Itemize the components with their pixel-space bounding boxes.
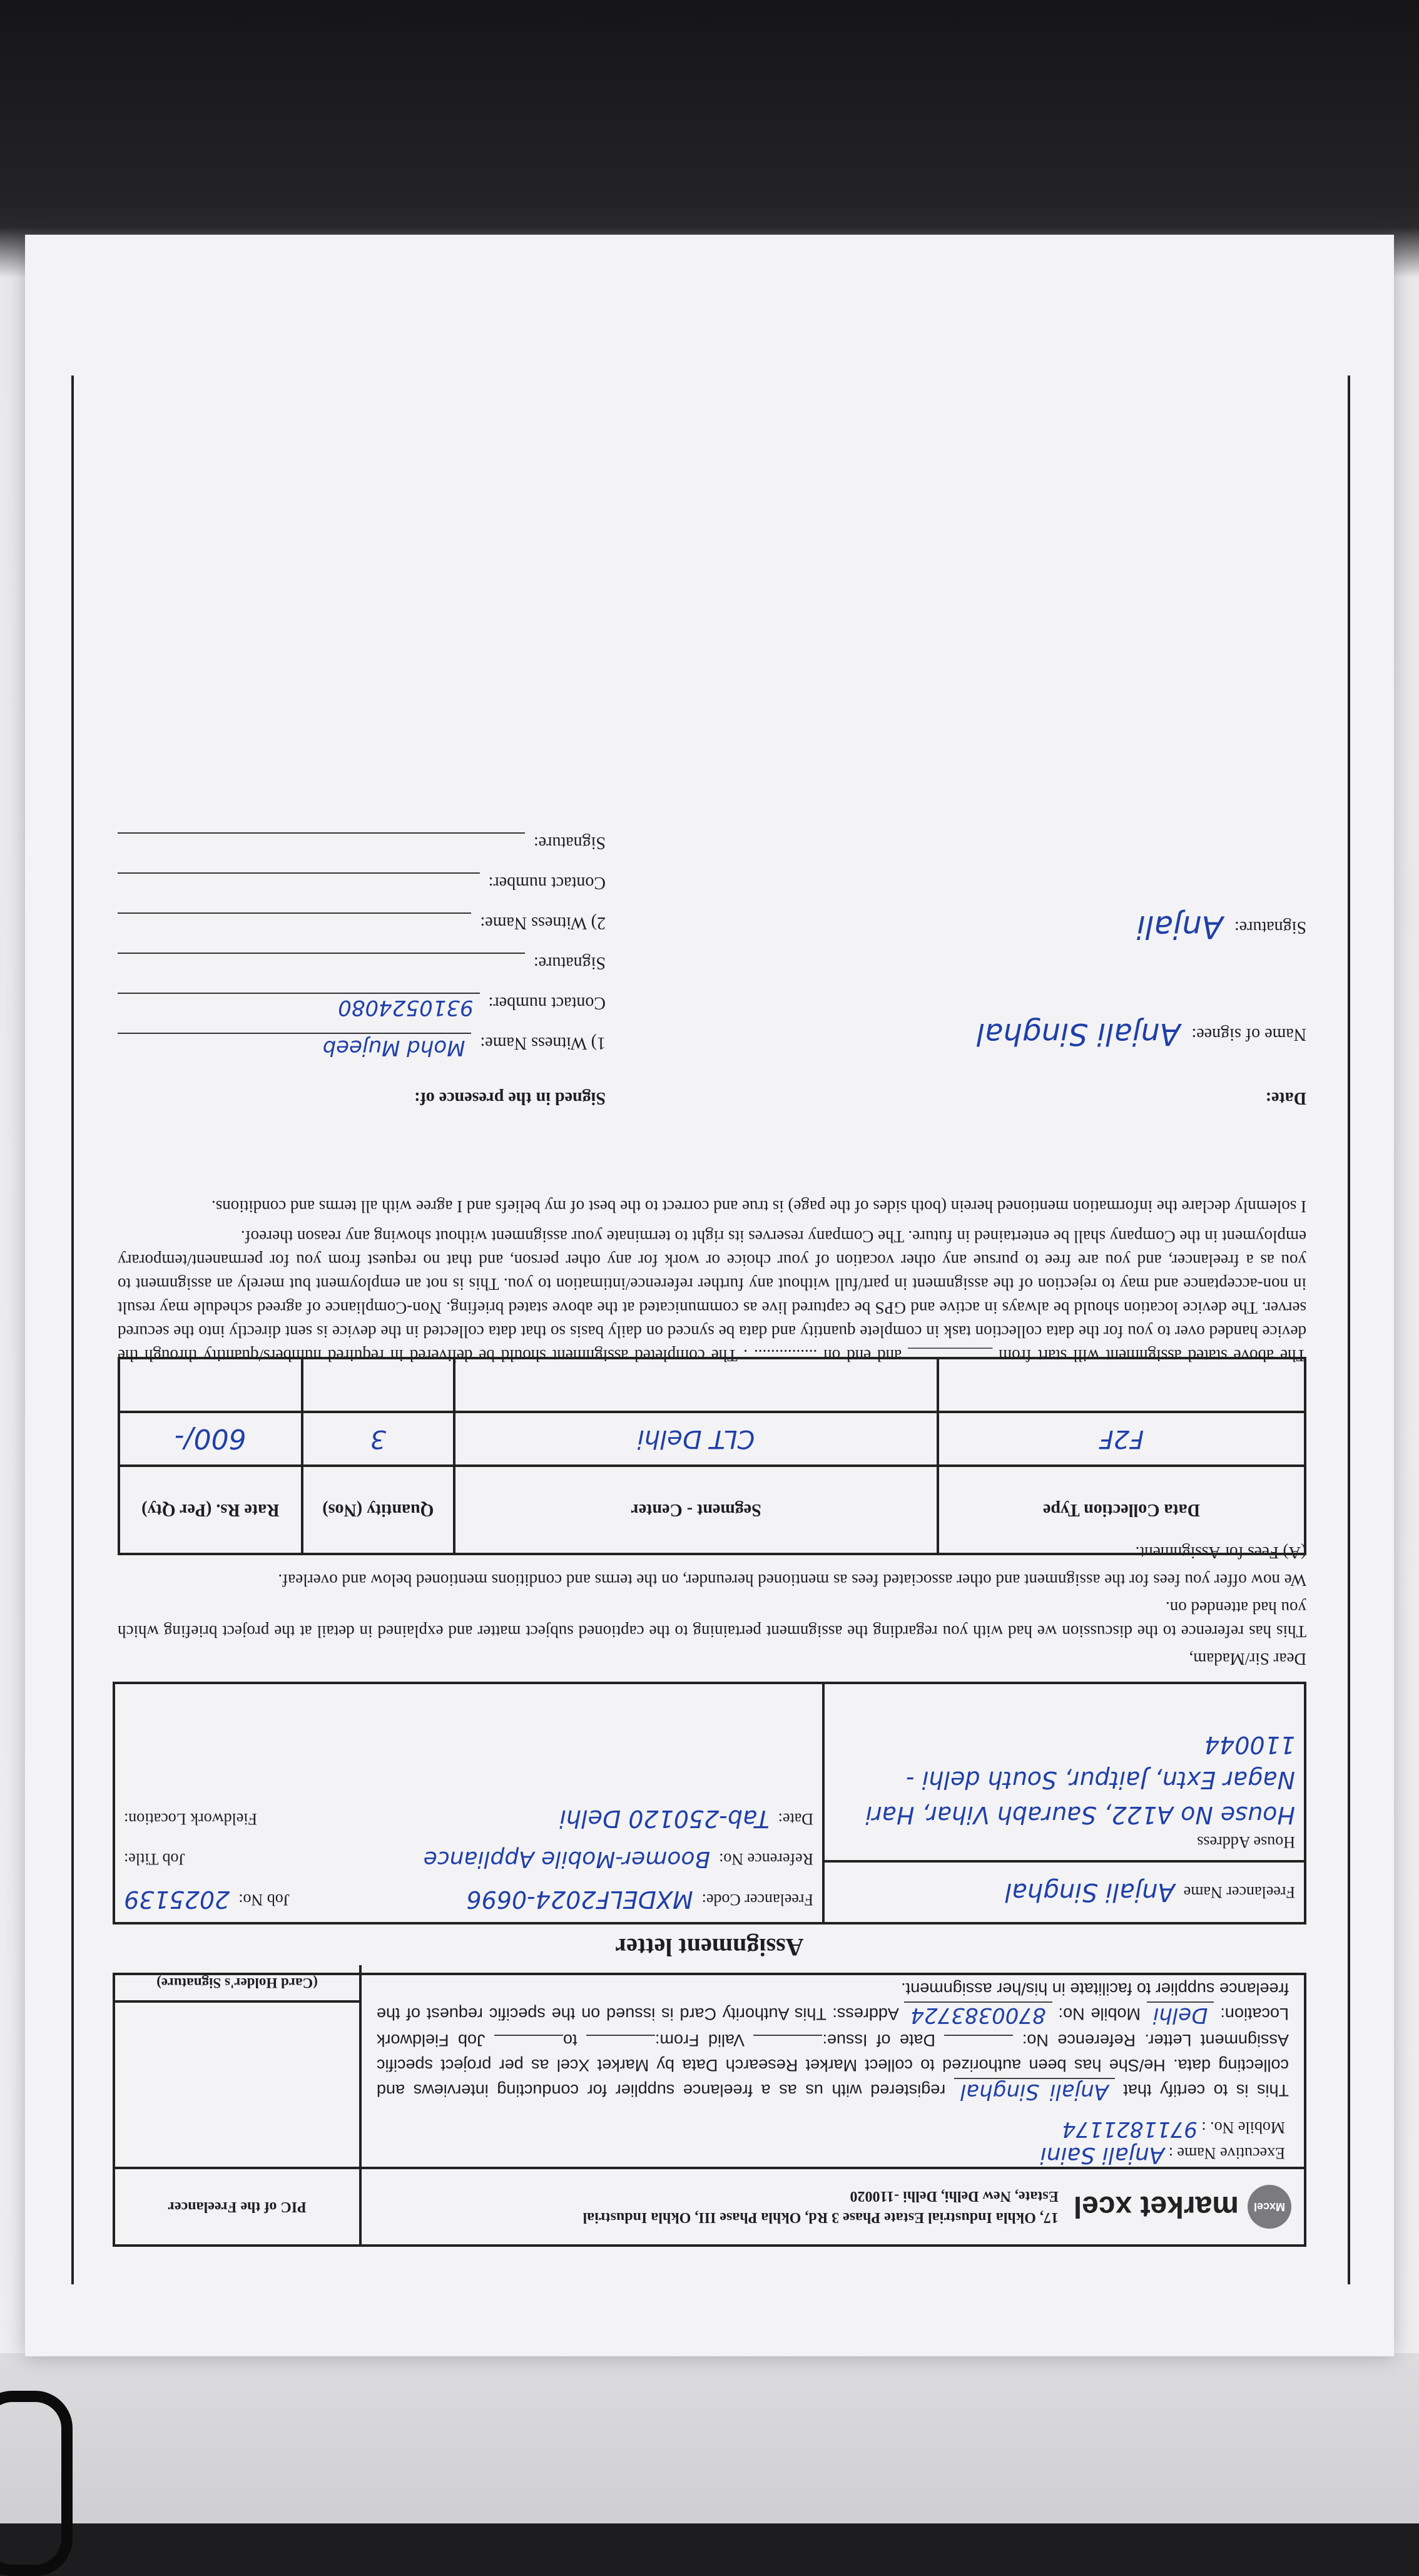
logo-badge-icon: Mxcel (1248, 2185, 1291, 2229)
freelancer-address: House No A122, Saurabh Vihar, Hari Nagar Extn, Jaitpur, South delhi - 110044 (865, 1731, 1295, 1829)
fees-table (118, 1357, 1306, 1555)
authority-card (113, 1973, 1306, 2247)
logo-wordmark: market xcel (1073, 2190, 1239, 2224)
executive-name: Anjali Saini (1040, 2142, 1165, 2168)
letter-body: Dear Sir/Madam, This has reference to the discussion we had with you regarding the assignment pertaining to the captioned subject matter and explained in detail at the project briefing which you had attended on. We now offer you fees for the assignment and other associated fees as mentioned hereunder, on the terms and conditions mentioned below and overleaf. (A) Fees for Assignment: (118, 1543, 1306, 1669)
frame-rule-right (71, 376, 74, 2284)
company-address: 17, Okhla Industrial Estate Phase 3 Rd, Okhla Phase III, Okhla Industrial Estate, New Delhi, Delhi -110020 (582, 2188, 1059, 2226)
job-title: Boomer-Mobile Appliance (423, 1846, 711, 1872)
authority-card-header (362, 2167, 1304, 2244)
photo-placeholder (115, 2003, 359, 2167)
freelancer-info-table: Freelancer Name Anjali Singhal House Address House No A122, Saurabh Vihar, Hari Nagar Extn, Jaitpur, South delhi - 110044 Freelancer Code: MXDELF2024-0696 Job No: 2025139 Reference No: Boomer-Mobile Appliance Job Title: Date: Tab-250120 Delhi Fieldwork Location: (113, 1682, 1306, 1924)
witness-block: Signed in the presence of: 1) Witness Name: Mohd Mujeeb Contact number: 9310524080 Signature: 2) Witness Name: Contact number: Signature: (118, 832, 606, 1108)
witness1-name: Mohd Mujeeb (322, 1035, 465, 1060)
signee-name: Anjali Singhal (976, 1016, 1181, 1051)
frame-rule-left (1348, 376, 1350, 2284)
cable (0, 2391, 73, 2576)
document-title: Assignment letter (615, 1933, 804, 1961)
signee-signature: Anjali (1136, 909, 1223, 945)
witness1-contact: 9310524080 (338, 995, 474, 1020)
freelancer-name: Anjali Singhal (1005, 1878, 1175, 1907)
certification-text: This is to certify that Anjali Singhal registered with us as a freelance supplier for conducting interviews and collecting data. He/She has been authorized to collect Market Research Data by Market Xcel as per project specific Assignment Letter. Reference No: Date of Issue: Valid From: to Job Fieldwork Location: Delhi Mobile No: 8700383724 Address: This Authority Card is issued on the specific request of the freelance supplier to facilitate in his/her assignment. (376, 1980, 1289, 2104)
freelancer-mobile: 8700383724 (904, 2001, 1052, 2028)
terms-text: The above stated assignment will start from __________ and end on ............... . The completed assignment should be delivered in required numbers/quantity through the device handed over to you for the data collection task in complete quantity and data be synced on daily basis so that data collected in the device is sent directly into the secured server. The device location should be always in active and GPS be captured live as communicated at the above stated briefing. Non-Compliance of agreed schedule may result in non-acceptance and may to rejection of the assignment in part/full without any further reference/intimation to you. This is not an employment but merely an assignment to you as a freelancer, and you are free to pursue any other vocation of your choice or work for any other person, and that no request from you for permanent/temporary employment in the Company shall be entertained in future. The Company reserves its right to terminate your assignment without showing any reason thereof. I solemnly declare the information mentioned herein (both sides of the page) is true and correct to the best of my beliefs and I agree with all terms and conditions. (118, 1197, 1306, 1365)
company-logo (1074, 2185, 1291, 2229)
freelancer-code: MXDELF2024-0696 (466, 1886, 693, 1913)
table-row: F2F CLT Delhi 3 600/- (119, 1412, 1305, 1466)
date-label: Date: (1265, 1088, 1306, 1108)
executive-block: Executive Name : Anjali Saini Mobile No. : 9711821174 (1040, 2117, 1285, 2168)
authority-card-main (359, 1965, 1304, 2244)
card-holder-signature-label: (Card Holder's Signature) (115, 1965, 359, 2003)
photo-column (115, 1965, 359, 2244)
fees-table-header: Data Collection Type Segment - Center Quantity (Nos) Rate Rs. (Per Qty) (119, 1466, 1305, 1554)
certified-name: Anjali Singhal (954, 2078, 1115, 2104)
job-number: 2025139 (124, 1886, 230, 1913)
fieldwork-location-value: Tab-250120 Delhi (559, 1805, 770, 1832)
witness1-signature (118, 953, 525, 973)
assignment-letter-document: Mxcel market xcel 17, Okhla Industrial Estate Phase 3 Rd, Okhla Phase III, Okhla Industrial Estate, New Delhi, Delhi -110020 Executive Name : Anjali Saini Mobile No. : 9711821174 This is to certify that Anjali Singhal registered with us as a freelance supplier for conducting interviews and collecting data. He/She has been authorized to collect Market Research Data by Market Xcel as per project specific Assignment Letter. Reference No: Date of Issue: Valid From: to Job Fieldwork Location: Delhi Mobile No: 8700383724 Address: This Authority Card is issued on the specific request of the freelance supplier to facilitate in his/her assignment. PIC of the Freelancer (Card Holder's Signature) Assignment letter Freelancer Name Anjali Singhal House Address House No A122, Saurabh Vihar, Hari Nagar Extn, Jaitpur, South delhi - 110044 Freelancer Code: MXDELF2024-0696 Job No: 2025139 Reference No: Boomer-Mobile Appliance Job Title: Date: Tab-250120 Delhi Fieldwork Location: Dear Sir/Madam, This has reference to the discussion we had with you regarding the assignment pertaining to the captioned subject matter and explained in detail at the project briefing which you had attended on. We now offer you fees for the assignment and other associated fees as mentioned hereunder, on the terms and conditions mentioned below and overleaf. (A) Fees for Assignment: Data Collection Type Segment - Center Quantity (Nos) Rate Rs. (Per Qty) F2F CLT Delhi 3 600/- The above stated assignment will start from __________ and end on ............... . The completed assignment should be delivered in required numbers/quantity through the device handed over to you for the data collection task in complete quantity and data be synced on daily basis so that data collected in the device is sent directly into the secured server. The device location should be always in active and GPS be captured live as communicated at the above stated briefing. Non-Compliance of agreed schedule may result in non-acceptance and may to rejection of the assignment in part/full without any further reference/intimation to you. This is not an employment but merely an assignment to you as a freelancer, and you are free to pursue any other vocation of your choice or work for any other person, and that no request from you for permanent/temporary employment in the Company shall be entertained in future. The Company reserves its right to terminate your assignment without showing any reason thereof. I solemnly declare the information mentioned herein (both sides of the page) is true and correct to the best of my beliefs and I agree with all terms and conditions. Date: Name of signee: Anjali Singhal Signature: Anjali Signed in the presence of: 1) Witness Name: Mohd Mujeeb Contact number: 9310524080 Signature: 2) Witness Name: Contact number: Signature: (25, 235, 1394, 2356)
executive-mobile: 9711821174 (1062, 2117, 1198, 2142)
table-surface (0, 2353, 1419, 2523)
photo-label: PIC of the Freelancer (115, 2167, 359, 2244)
fieldwork-location: Delhi (1147, 2001, 1214, 2028)
